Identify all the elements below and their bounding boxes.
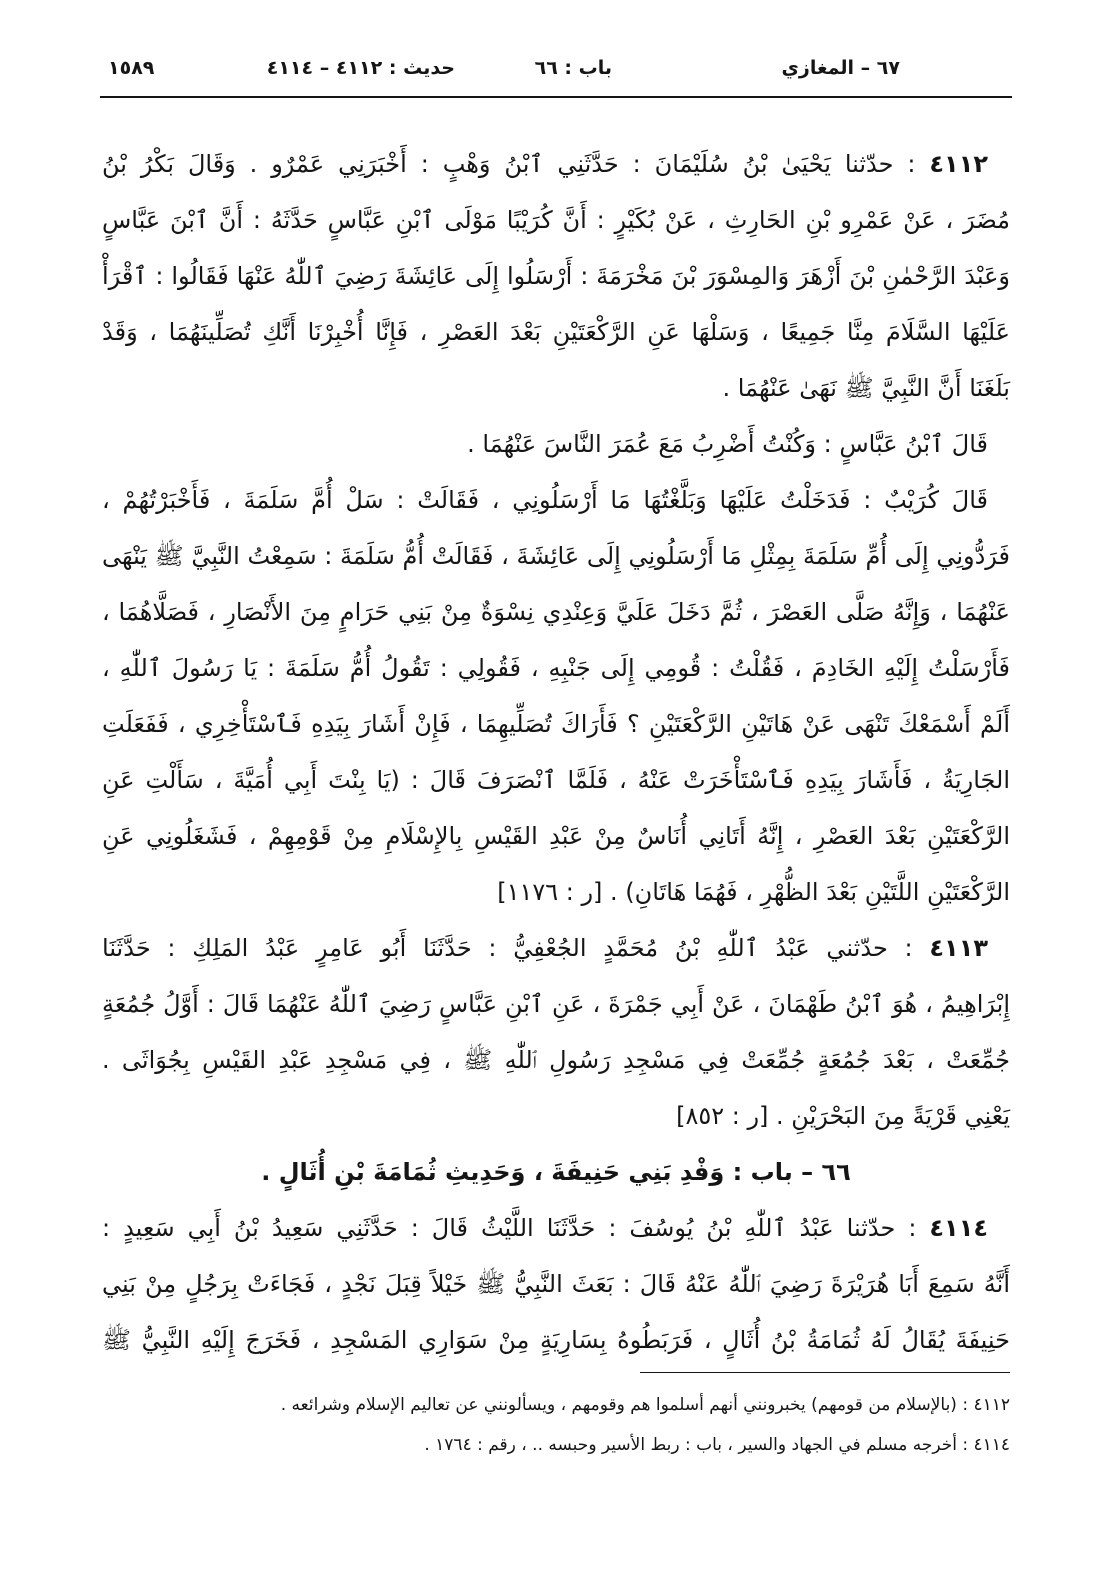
chapter-title: ٦٧ – المغازي	[781, 57, 900, 79]
body-line: وَعَبْدَ الرَّحْمٰنِ بْنَ أَزْهَرَ وَالمِسْوَرَ بْنَ مَخْرَمَةَ : أَرْسَلُوا إِلَى عَائِشَةَ رَضِيَ ٱللّٰهُ عَنْهَا فَقَالُوا : ٱقْرَأْ	[102, 262, 1010, 290]
body-line: مُضَرَ ، عَنْ عَمْرِو بْنِ الحَارِثِ ، عَنْ بُكَيْرٍ : أَنَّ كُرَيْبًا مَوْلَى ٱبْنِ عَبَّاسٍ حَدَّثَهُ : أَنَّ ٱبْنَ عَبَّاسٍ	[102, 206, 1010, 234]
body-text	[102, 136, 1010, 1368]
page-number: ١٥٨٩	[108, 57, 155, 79]
body-line	[102, 920, 1010, 976]
body-line: حَنِيفَةَ يُقَالُ لَهُ ثُمَامَةُ بْنُ أُثَالٍ ، فَرَبَطُوهُ بِسَارِيَةٍ مِنْ سَوَارِي المَسْجِدِ ، فَخَرَجَ إِلَيْهِ النَّبِيُّ ﷺ	[102, 1326, 1010, 1354]
hadith-number: ٤١١٤	[929, 1214, 988, 1242]
hadith-number: ٤١١٣	[929, 934, 988, 962]
chapter-heading: ٦٦ – باب : وَفْدِ بَنِي حَنِيفَةَ ، وَحَدِيثِ ثُمَامَةَ بْنِ أُثَالٍ .	[261, 1158, 851, 1186]
body-line: قَالَ ٱبْنُ عَبَّاسٍ : وَكُنْتُ أَضْرِبُ مَعَ عُمَرَ النَّاسَ عَنْهُمَا .	[467, 430, 988, 458]
header-rule	[100, 96, 1012, 98]
footnote: ٤١١٤ : أخرجه مسلم في الجهاد والسير ، باب : ربط الأسير وحبسه .. ، رقم : ١٧٦٤ .	[424, 1435, 1010, 1455]
line-text: : حدّثنا يَحْيَىٰ بْنُ سُلَيْمَانَ : حَدَّثَنِي ٱبْنُ وَهْبٍ : أَخْبَرَنِي عَمْرٌو . وَقَالَ بَكْرُ بْنُ	[102, 150, 916, 178]
body-line: بَلَغَنَا أَنَّ النَّبِيَّ ﷺ نَهَىٰ عَنْهُمَا .	[722, 374, 1010, 402]
line-text: : حدّثني عَبْدُ ٱللّٰهِ بْنُ مُحَمَّدٍ الجُعْفِيُّ : حَدَّثَنَا أَبُو عَامِرٍ عَبْدُ المَلِكِ : حَدَّثَنَا	[102, 934, 913, 962]
body-line: فَأَرْسَلْتُ إِلَيْهِ الخَادِمَ ، فَقُلْتُ : قُومِي إِلَى جَنْبِهِ ، فَقُولِي : تَقُولُ أُمُّ سَلَمَةَ : يَا رَسُولَ ٱللّٰهِ ،	[102, 654, 1010, 682]
body-line: عَلَيْهَا السَّلَامَ مِنَّا جَمِيعًا ، وَسَلْهَا عَنِ الرَّكْعَتَيْنِ بَعْدَ العَصْرِ ، فَإِنَّا أُخْبِرْنَا أَنَّكِ تُصَلِّينَهُمَا ، وَقَدْ	[102, 318, 1010, 346]
hadith-number: ٤١١٢	[929, 150, 988, 178]
body-line: يَعْنِي قَرْيَةً مِنَ البَحْرَيْنِ . [ر : ٨٥٢]	[676, 1102, 1010, 1130]
body-line: الرَّكْعَتَيْنِ بَعْدَ العَصْرِ ، إِنَّهُ أَتَانِي أُنَاسٌ مِنْ عَبْدِ القَيْسِ بِالإِسْلَامِ مِنْ قَوْمِهِمْ ، فَشَغَلُونِي عَنِ	[102, 822, 1010, 850]
body-line: الجَارِيَةُ ، فَأَشَارَ بِيَدِهِ فَٱسْتَأْخَرَتْ عَنْهُ ، فَلَمَّا ٱنْصَرَفَ قَالَ : (يَا بِنْتَ أَبِي أُمَيَّةَ ، سَأَلْتِ عَنِ	[102, 766, 1010, 794]
body-line: قَالَ كُرَيْبٌ : فَدَخَلْتُ عَلَيْهَا وَبَلَّغْتُهَا مَا أَرْسَلُونِي ، فَقَالَتْ : سَلْ أُمَّ سَلَمَةَ ، فَأَخْبَرْتُهُمْ ،	[102, 486, 988, 514]
body-line: فَرَدُّونِي إِلَى أُمِّ سَلَمَةَ بِمِثْلِ مَا أَرْسَلُونِي إِلَى عَائِشَةَ ، فَقَالَتْ أُمُّ سَلَمَةَ : سَمِعْتُ النَّبِيَّ ﷺ يَنْهَى	[102, 542, 1010, 570]
footnotes	[102, 1385, 1010, 1465]
footnote-rule	[640, 1372, 1010, 1373]
body-line	[102, 136, 1010, 192]
body-line: عَنْهُمَا ، وَإِنَّهُ صَلَّى العَصْرَ ، ثُمَّ دَخَلَ عَلَيَّ وَعِنْدِي نِسْوَةٌ مِنْ بَنِي حَرَامٍ مِنَ الأَنْصَارِ ، فَصَلَّاهُمَا ،	[102, 598, 1010, 626]
body-line: أَنَّهُ سَمِعَ أَبَا هُرَيْرَةَ رَضِيَ ٱللّٰهُ عَنْهُ قَالَ : بَعَثَ النَّبِيُّ ﷺ خَيْلاً قِبَلَ نَجْدٍ ، فَجَاءَتْ بِرَجُلٍ مِنْ بَنِي	[102, 1270, 1010, 1298]
body-line: إِبْرَاهِيمُ ، هُوَ ٱبْنُ طَهْمَانَ ، عَنْ أَبِي جَمْرَةَ ، عَنِ ٱبْنِ عَبَّاسٍ رَضِيَ ٱللّٰهُ عَنْهُمَا قَالَ : أَوَّلُ جُمُعَةٍ	[102, 990, 1010, 1018]
section-label: باب : ٦٦	[534, 57, 612, 79]
line-text: : حدّثنا عَبْدُ ٱللّٰهِ بْنُ يُوسُفَ : حَدَّثَنَا اللَّيْثُ قَالَ : حَدَّثَنِي سَعِيدُ بْنُ أَبِي سَعِيدٍ :	[102, 1214, 917, 1242]
footnote: ٤١١٢ : (بالإسلام من قومهم) يخبرونني أنهم أسلموا هم وقومهم ، ويسألونني عن تعاليم الإسلام وشرائعه .	[280, 1395, 1010, 1415]
body-line: أَلَمْ أَسْمَعْكَ تَنْهَى عَنْ هَاتَيْنِ الرَّكْعَتَيْنِ ؟ فَأَرَاكَ تُصَلِّيهِمَا ، فَإِنْ أَشَارَ بِيَدِهِ فَٱسْتَأْخِرِي ، فَفَعَلَتِ	[102, 710, 1010, 738]
body-line: الرَّكْعَتَيْنِ اللَّتَيْنِ بَعْدَ الظُّهْرِ ، فَهُمَا هَاتَانِ) . [ر : ١١٧٦]	[497, 878, 1010, 906]
body-line: جُمِّعَتْ ، بَعْدَ جُمُعَةٍ جُمِّعَتْ فِي مَسْجِدِ رَسُولِ ٱللّٰهِ ﷺ ، فِي مَسْجِدِ عَبْدِ القَيْسِ بِجُوَاثَى .	[102, 1046, 1010, 1074]
hadith-range: حديث : ٤١١٢ – ٤١١٤	[266, 57, 455, 79]
body-line	[102, 1200, 1010, 1256]
